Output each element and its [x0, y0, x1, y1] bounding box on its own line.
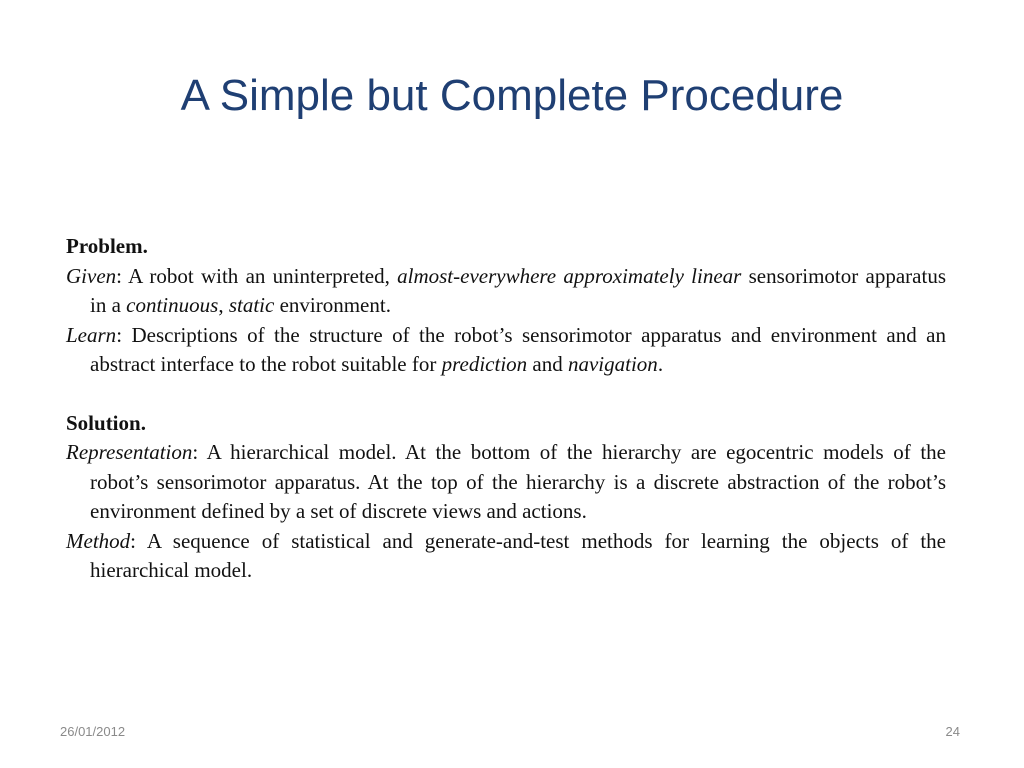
method-text: : A sequence of statistical and generate-and-test methods for learning the objects of the hierarchical model.	[90, 528, 946, 582]
given-text-3: ,	[218, 293, 229, 317]
footer-date: 26/01/2012	[60, 724, 126, 739]
representation-label: Representation	[66, 440, 193, 464]
given-emphasis-1: almost-everywhere approximately linear	[397, 263, 742, 288]
slide-title: A Simple but Complete Procedure	[180, 71, 844, 120]
given-text-2: sensorimotor apparatus in a	[90, 263, 946, 317]
section-spacer	[66, 380, 946, 409]
representation-entry	[66, 438, 946, 527]
problem-heading: Problem.	[66, 234, 148, 258]
learn-text-1: : Descriptions of the structure of the robot’s sensorimotor apparatus and environment and an abstract interface to the robot suitable for	[90, 322, 946, 376]
learn-text-2: and	[527, 352, 568, 376]
given-emphasis-3: static	[228, 293, 275, 317]
method-label: Method	[66, 528, 131, 553]
learn-emphasis-1: prediction	[441, 352, 528, 376]
solution-heading: Solution.	[66, 410, 146, 435]
given-text-4: environment.	[274, 293, 391, 317]
learn-text-3: .	[657, 352, 664, 376]
learn-label: Learn	[66, 322, 117, 347]
given-entry	[66, 262, 946, 321]
given-label: Given	[66, 263, 117, 288]
given-text-1: : A robot with an uninterpreted,	[116, 263, 398, 288]
method-entry	[66, 527, 946, 586]
page-number: 24	[945, 724, 960, 739]
learn-entry	[66, 321, 946, 380]
representation-text: : A hierarchical model. At the bottom of the hierarchy are egocentric models of the robot’s sensorimotor apparatus. At the top of the hierarchy is a discrete abstraction of the robot’s environment defined by a set of discrete views and actions.	[90, 440, 946, 523]
excerpt-content	[66, 232, 946, 586]
given-emphasis-2: continuous	[126, 293, 219, 317]
learn-emphasis-2: navigation	[567, 352, 658, 376]
